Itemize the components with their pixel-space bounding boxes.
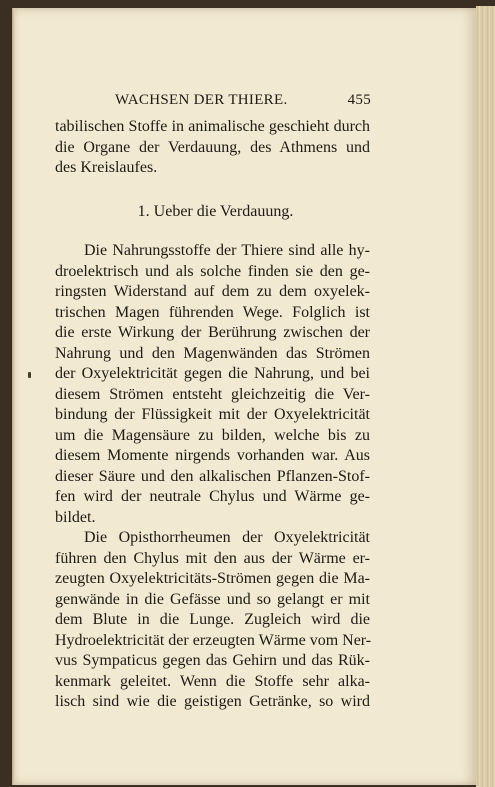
- page-edges: [476, 6, 495, 787]
- text-line: der Oxyelektricität gegen die Nahrung, und bei: [55, 365, 370, 382]
- text-line: droelektrisch und als solche finden sie den ge-: [55, 262, 370, 280]
- page-number: 455: [347, 92, 371, 108]
- book-gutter: [12, 8, 15, 785]
- running-header: [115, 88, 371, 112]
- text-line: dem Blute in die Lunge. Zugleich wird die: [55, 611, 370, 628]
- text-line: Die Nahrungsstoffe der Thiere sind alle hy-: [84, 242, 370, 259]
- text-line: bindung der Flüssigkeit mit der Oxyelektricität: [55, 406, 370, 423]
- text-line: tabilischen Stoffe in animalische geschieht durch: [55, 118, 370, 135]
- text-line: diesem Momente nirgends vorhanden war. Aus: [55, 447, 370, 464]
- text-line: um die Magensäure zu bilden, welche bis zu: [55, 426, 370, 444]
- text-line: vus Sympaticus gegen das Gehirn und das Rük-: [55, 652, 370, 669]
- text-line: kenmark geleitet. Wenn die Stoffe sehr alka-: [55, 672, 370, 690]
- text-line: lisch sind wie die geistigen Getränke, so wird: [55, 693, 370, 710]
- text-line: trischen Magen führenden Wege. Folglich ist: [55, 303, 370, 321]
- body-text: [55, 117, 370, 713]
- text-line: genwände in die Gefässe und so gelangt er mit: [55, 590, 370, 608]
- text-line: des Kreislaufes.: [55, 159, 158, 176]
- text-line: zeugten Oxyelektricitäts-Strömen gegen die Ma-: [55, 570, 370, 587]
- text-line: diesem Strömen entsteht gleichzeitig die Ver-: [55, 385, 370, 403]
- text-line: ringsten Widerstand auf dem zu dem oxyelek-: [55, 283, 370, 300]
- text-line: die Organe der Verdauung, des Athmens und: [55, 138, 370, 156]
- text-line: Hydroelektricität der erzeugten Wärme vom Ner-: [55, 631, 372, 649]
- section-heading: 1. Ueber die Verdauung.: [137, 202, 294, 220]
- text-line: führen den Chylus mit den aus der Wärme er-: [55, 549, 370, 567]
- text-line: Nahrung und den Magenwänden das Strömen: [55, 344, 370, 362]
- text-line: bildet.: [55, 508, 96, 526]
- text-line: Die Opisthorrheumen der Oxyelektricität: [84, 529, 370, 546]
- margin-ink-mark: [28, 372, 31, 378]
- text-line: fen wird der neutrale Chylus und Wärme ge-: [55, 488, 370, 505]
- text-line: die erste Wirkung der Berührung zwischen der: [55, 324, 370, 341]
- text-line: dieser Säure und den alkalischen Pflanzen-Stof-: [55, 467, 370, 485]
- running-title: WACHSEN DER THIERE.: [115, 92, 288, 108]
